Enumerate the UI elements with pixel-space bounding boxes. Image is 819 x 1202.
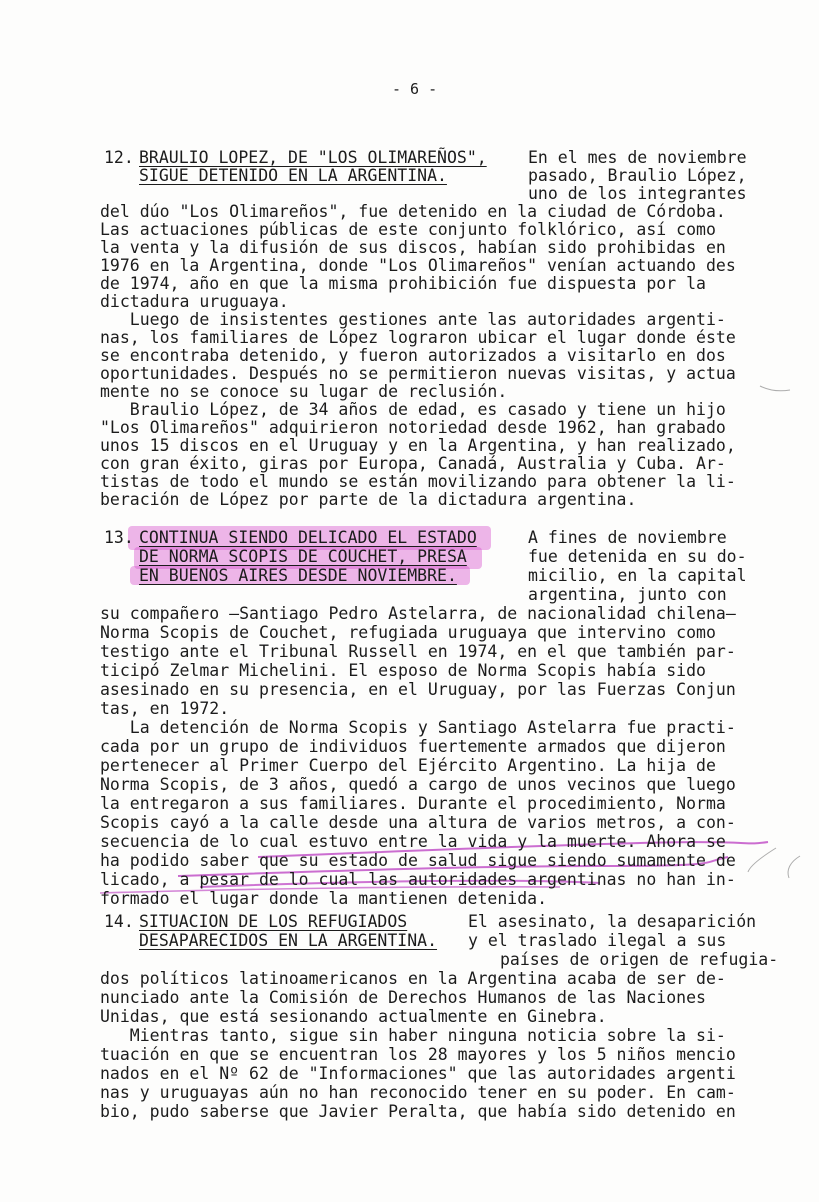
section-title-line: CONTINUA SIENDO DELICADO EL ESTADO (139, 528, 477, 547)
section-number: 13. (104, 528, 134, 547)
body-line: La detención de Norma Scopis y Santiago Astelarra fue practi- (100, 718, 736, 737)
side-text-line: pasado, Braulio López, (528, 166, 747, 185)
body-line: ha podido saber que su estado de salud sigue siendo sumamente de (100, 851, 736, 870)
body-line: la venta y la difusión de sus discos, habían sido prohibidas en (100, 238, 726, 257)
section-title-line: DE NORMA SCOPIS DE COUCHET, PRESA (139, 547, 467, 566)
body-line: nados en el Nº 62 de "Informaciones" que las autoridades argenti (100, 1064, 736, 1083)
body-line: del dúo "Los Olimareños", fue detenido en la ciudad de Córdoba. (100, 202, 726, 221)
body-line: licado, a pesar de lo cual las autoridades argentinas no han in- (100, 870, 736, 889)
body-line: nunciado ante la Comisión de Derechos Humanos de las Naciones (100, 988, 706, 1007)
body-line: testigo ante el Tribunal Russell en 1974, en el que también par- (100, 642, 736, 661)
side-text-line: argentina, junto con (528, 585, 727, 604)
body-line: tas, en 1972. (100, 699, 230, 718)
body-line: unos 15 discos en el Uruguay y en la Argentina, y han realizado, (100, 436, 736, 455)
body-line: Norma Scopis, de 3 años, quedó a cargo de unos vecinos que luego (100, 775, 736, 794)
body-line: oportunidades. Después no se permitieron nuevas visitas, y actua (100, 364, 736, 383)
body-line: su compañero —Santiago Pedro Astelarra, de nacionalidad chilena— (100, 604, 736, 623)
body-line: Norma Scopis de Couchet, refugiada uruguaya que intervino como (100, 623, 716, 642)
page-number: - 6 - (392, 80, 438, 98)
section-title-line: BRAULIO LOPEZ, DE "LOS OLIMAREÑOS", (139, 148, 487, 167)
body-line: pertenecer al Primer Cuerpo del Ejército Argentino. La hija de (100, 756, 716, 775)
body-line: de 1974, año en que la misma prohibición fue dispuesta por la (100, 274, 706, 293)
body-line: beración de López por parte de la dictadura argentina. (100, 490, 637, 509)
section-title-line: SIGUE DETENIDO EN LA ARGENTINA. (139, 166, 447, 185)
side-text-line: En el mes de noviembre (528, 148, 747, 167)
side-text-line: uno de los integrantes (528, 184, 747, 203)
body-line: la entregaron a sus familiares. Durante el procedimiento, Norma (100, 794, 726, 813)
side-text-line: y el traslado ilegal a sus (468, 931, 727, 950)
body-line: formado el lugar donde la mantienen detenida. (100, 889, 548, 908)
body-line: ticipó Zelmar Michelini. El esposo de Norma Scopis había sido (100, 661, 706, 680)
side-text-line: fue detenida en su do- (528, 547, 747, 566)
body-line: asesinado en su presencia, en el Uruguay, por las Fuerzas Conjun (100, 680, 736, 699)
section-title-line: SITUACION DE LOS REFUGIADOS (139, 912, 408, 931)
body-line: Mientras tanto, sigue sin haber ninguna noticia sobre la si- (100, 1026, 726, 1045)
body-line: se encontraba detenido, y fueron autorizados a visitarlo en dos (100, 346, 726, 365)
side-text-line: países de origen de refugia- (500, 950, 779, 969)
body-line: tuación en que se encuentran los 28 mayores y los 5 niños mencio (100, 1045, 736, 1064)
body-line: con gran éxito, giras por Europa, Canadá, Australia y Cuba. Ar- (100, 454, 726, 473)
body-line: bio, pudo saberse que Javier Peralta, que había sido detenido en (100, 1102, 736, 1121)
body-line: nas, los familiares de López lograron ubicar el lugar donde éste (100, 328, 736, 347)
body-line: Unidas, que está sesionando actualmente en Ginebra. (100, 1007, 607, 1026)
side-text-line: micilio, en la capital (528, 566, 747, 585)
body-line: tistas de todo el mundo se están movilizando para obtener la li- (100, 472, 736, 491)
body-line: secuencia de lo cual estuvo entre la vida y la muerte. Ahora se (100, 832, 726, 851)
section-title-line: DESAPARECIDOS EN LA ARGENTINA. (139, 931, 438, 950)
body-line: nas y uruguayas aún no han reconocido tener en su poder. En cam- (100, 1083, 736, 1102)
body-line: "Los Olimareños" adquirieron notoriedad desde 1962, han grabado (100, 418, 726, 437)
body-line: Scopis cayó a la calle desde una altura de varios metros, a con- (100, 813, 736, 832)
body-line: Luego de insistentes gestiones ante las autoridades argenti- (100, 310, 726, 329)
side-text-line: El asesinato, la desaparición (468, 912, 757, 931)
body-line: dos políticos latinoamericanos en la Argentina acaba de ser de- (100, 969, 726, 988)
body-line: Las actuaciones públicas de este conjunto folklórico, así como (100, 220, 716, 239)
side-text-line: A fines de noviembre (528, 528, 727, 547)
body-line: mente no se conoce su lugar de reclusión. (100, 382, 508, 401)
body-line: 1976 en la Argentina, donde "Los Olimareños" venían actuando des (100, 256, 736, 275)
body-line: cada por un grupo de individuos fuertemente armados que dijeron (100, 737, 726, 756)
section-number: 14. (104, 912, 134, 931)
body-line: dictadura uruguaya. (100, 292, 289, 311)
body-line: Braulio López, de 34 años de edad, es casado y tiene un hijo (100, 400, 726, 419)
section-title-line: EN BUENOS AIRES DESDE NOVIEMBRE. (139, 566, 457, 585)
section-number: 12. (104, 148, 134, 167)
